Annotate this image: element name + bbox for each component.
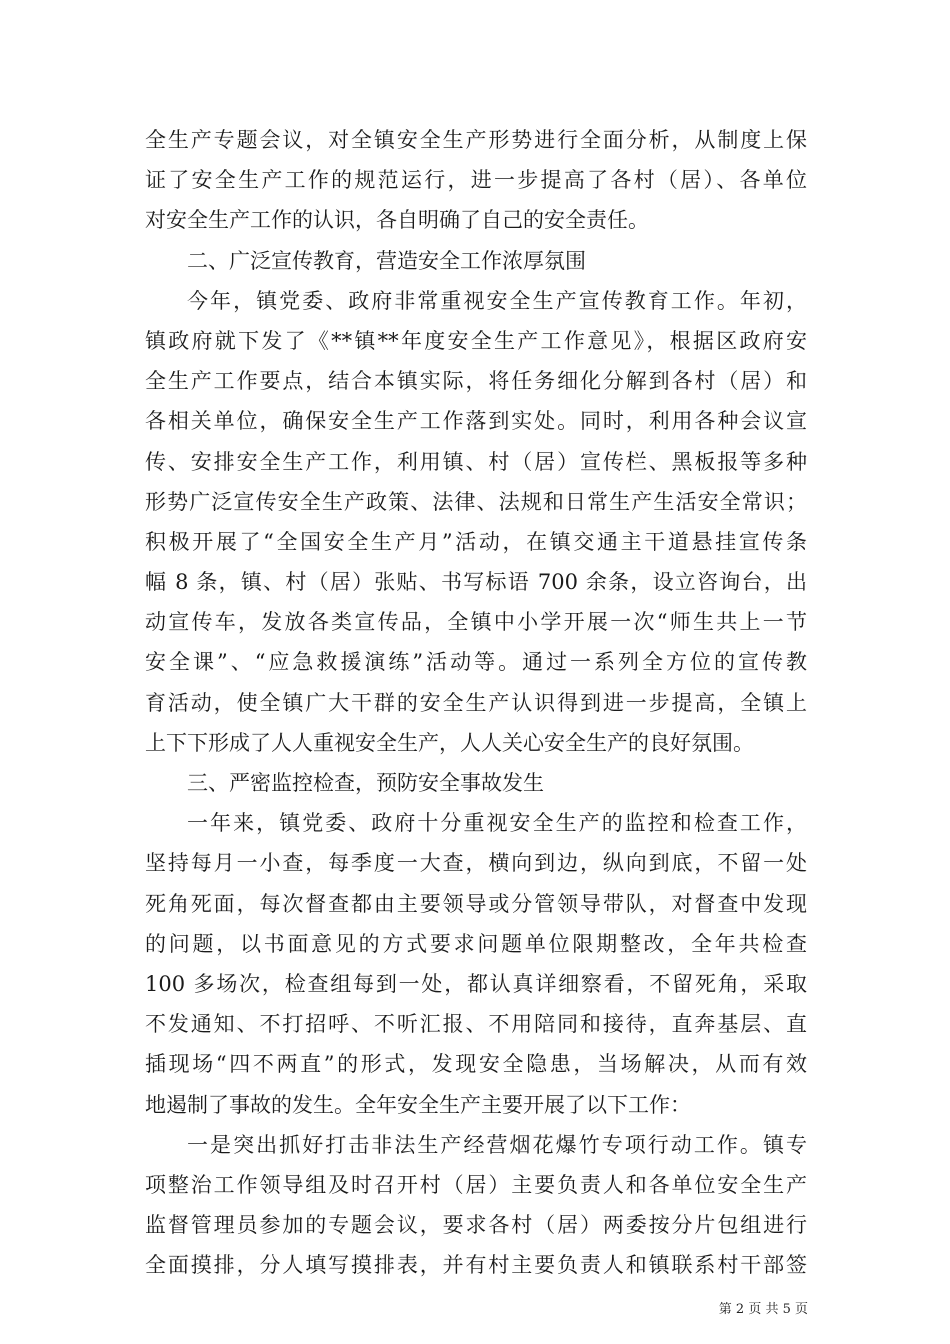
paragraph-start-line: 今年，镇党委、政府非常重视安全生产宣传教育工作。年初，	[187, 288, 807, 313]
body-line: 形势广泛宣传安全生产政策、法律、法规和日常生产生活安全常识；	[145, 489, 807, 514]
body-line: 全生产工作要点，结合本镇实际，将任务细化分解到各村（居）和	[145, 369, 807, 394]
section-heading: 二、广泛宣传教育，营造安全工作浓厚氛围	[187, 248, 586, 273]
body-line: 不发通知、不打招呼、不听汇报、不用陪同和接待，直奔基层、直	[145, 1012, 807, 1037]
document-body	[145, 120, 807, 1285]
body-line: 镇政府就下发了《**镇**年度安全生产工作意见》，根据区政府安	[145, 328, 807, 353]
body-line: 动宣传车，发放各类宣传品，全镇中小学开展一次“师生共上一节	[145, 610, 807, 635]
body-line: 死角死面，每次督查都由主要领导或分管领导带队，对督查中发现	[145, 891, 807, 916]
paragraph-start-line: 一年来，镇党委、政府十分重视安全生产的监控和检查工作，	[187, 811, 807, 836]
body-line: 坚持每月一小查，每季度一大查，横向到边，纵向到底，不留一处	[145, 851, 807, 876]
body-line: 对安全生产工作的认识，各自明确了自己的安全责任。	[145, 208, 649, 233]
body-line: 项整治工作领导组及时召开村（居）主要负责人和各单位安全生产	[145, 1172, 807, 1197]
body-line: 全面摸排，分人填写摸排表，并有村主要负责人和镇联系村干部签	[145, 1253, 807, 1278]
page-number-footer: 第 2 页 共 5 页	[718, 1302, 808, 1317]
body-line: 各相关单位，确保安全生产工作落到实处。同时，利用各种会议宣	[145, 409, 807, 434]
body-line: 证了安全生产工作的规范运行，进一步提高了各村（居）、各单位	[145, 168, 807, 193]
body-line: 上下下形成了人人重视安全生产，人人关心安全生产的良好氛围。	[145, 730, 754, 755]
section-heading: 三、严密监控检查，预防安全事故发生	[187, 771, 544, 795]
body-line: 全生产专题会议，对全镇安全生产形势进行全面分析，从制度上保	[145, 128, 807, 152]
body-line: 幅 8 条，镇、村（居）张贴、书写标语 700 余条，设立咨询台，出	[145, 570, 807, 595]
body-line: 100 多场次，检查组每到一处，都认真详细察看，不留死角，采取	[145, 971, 807, 996]
body-line: 安全课”、“应急救援演练”活动等。通过一系列全方位的宣传教	[145, 650, 807, 675]
body-line: 的问题，以书面意见的方式要求问题单位限期整改，全年共检查	[145, 931, 807, 956]
body-line: 地遏制了事故的发生。全年安全生产主要开展了以下工作：	[145, 1092, 691, 1117]
body-line: 育活动，使全镇广大干群的安全生产认识得到进一步提高，全镇上	[145, 690, 807, 715]
paragraph-start-line: 一是突出抓好打击非法生产经营烟花爆竹专项行动工作。镇专	[187, 1132, 807, 1157]
body-line: 监督管理员参加的专题会议，要求各村（居）两委按分片包组进行	[145, 1213, 807, 1238]
body-line: 积极开展了“全国安全生产月”活动，在镇交通主干道悬挂宣传条	[145, 529, 807, 554]
body-line: 插现场“四不两直”的形式，发现安全隐患，当场解决，从而有效	[145, 1052, 807, 1077]
body-line: 传、安排安全生产工作，利用镇、村（居）宣传栏、黑板报等多种	[145, 449, 807, 474]
